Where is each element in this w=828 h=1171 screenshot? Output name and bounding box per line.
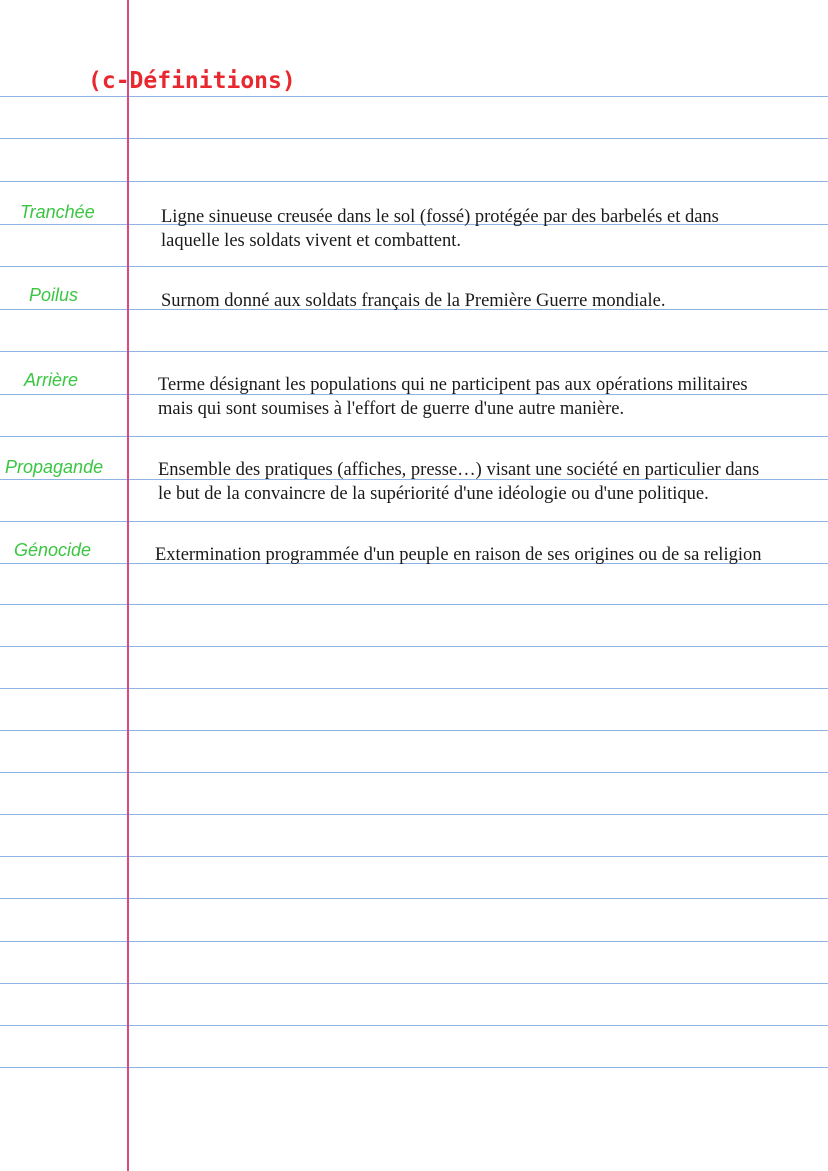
ruled-line: [0, 983, 828, 984]
term-propagande: Propagande: [5, 457, 104, 477]
ruled-line: [0, 521, 828, 522]
ruled-line: [0, 1025, 828, 1026]
ruled-line: [0, 856, 828, 857]
ruled-line: [0, 772, 828, 773]
ruled-line: [0, 1067, 828, 1068]
ruled-line: [0, 604, 828, 605]
ruled-line: [0, 436, 828, 437]
term-tranchee: Tranchée: [20, 202, 95, 222]
ruled-line: [0, 814, 828, 815]
definition-poilus-line-1: Surnom donné aux soldats français de la Première Guerre mondiale.: [161, 291, 666, 311]
definition-tranchee-line-1: Ligne sinueuse creusée dans le sol (fossé) protégée par des barbelés et dans: [161, 207, 719, 227]
definition-genocide-line-1: Extermination programmée d'un peuple en raison de ses origines ou de sa religion: [155, 545, 762, 565]
term-genocide: Génocide: [14, 540, 92, 560]
ruled-line: [0, 730, 828, 731]
section-title: (c-Définitions): [88, 68, 296, 94]
ruled-line: [0, 351, 828, 352]
definition-propagande-line-2: le but de la convaincre de la supériorité d'une idéologie ou d'une politique.: [158, 484, 709, 504]
ruled-line: [0, 181, 828, 182]
definition-propagande-line-1: Ensemble des pratiques (affiches, presse…) visant une société en particulier dans: [158, 460, 760, 480]
term-poilus: Poilus: [29, 285, 79, 305]
definition-tranchee-line-2: laquelle les soldats vivent et combattent.: [161, 231, 462, 251]
ruled-line: [0, 138, 828, 139]
ruled-line: [0, 266, 828, 267]
ruled-line: [0, 646, 828, 647]
ruled-line: [0, 688, 828, 689]
margin-line: [127, 0, 129, 1171]
definition-arriere-line-1: Terme désignant les populations qui ne participent pas aux opérations militaires: [158, 375, 748, 395]
ruled-line: [0, 898, 828, 899]
definition-arriere-line-2: mais qui sont soumises à l'effort de guerre d'une autre manière.: [158, 399, 625, 419]
ruled-line: [0, 96, 828, 97]
term-arriere: Arrière: [24, 370, 79, 390]
ruled-line: [0, 941, 828, 942]
